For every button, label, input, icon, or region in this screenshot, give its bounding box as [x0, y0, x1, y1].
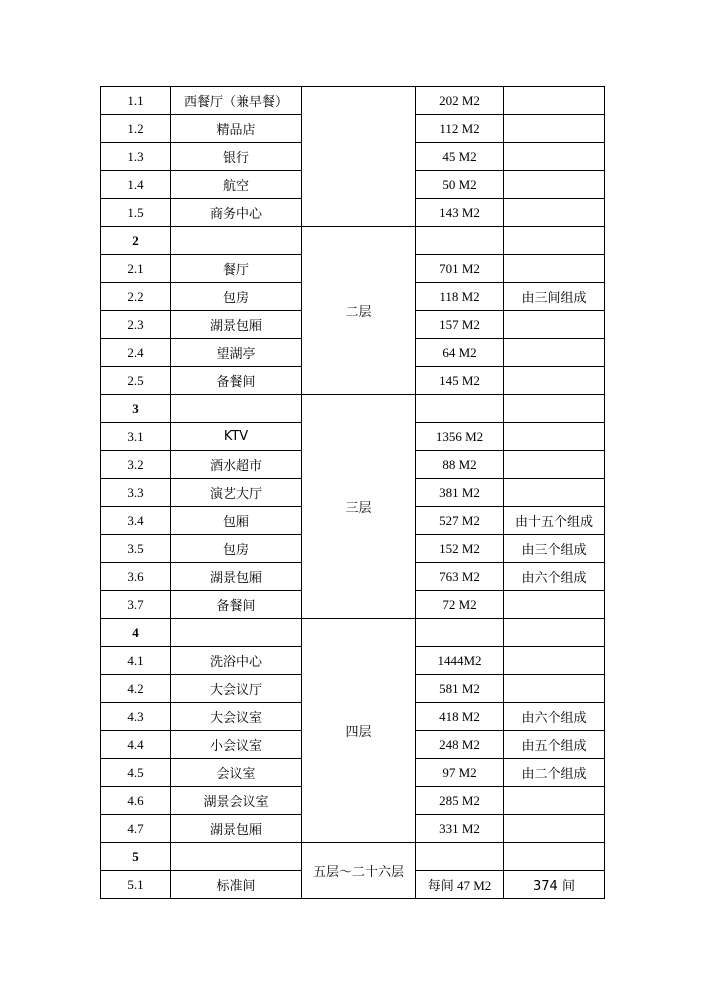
room-name: 精品店 [171, 115, 302, 143]
room-note [504, 171, 605, 199]
room-note [504, 647, 605, 675]
room-area: 285 M2 [416, 787, 504, 815]
row-number: 3.2 [101, 451, 171, 479]
room-name: 大会议室 [171, 703, 302, 731]
room-note [504, 227, 605, 255]
room-area: 763 M2 [416, 563, 504, 591]
group-number: 2 [101, 227, 171, 255]
row-number: 1.5 [101, 199, 171, 227]
row-number: 4.2 [101, 675, 171, 703]
room-name: 望湖亭 [171, 339, 302, 367]
room-area: 157 M2 [416, 311, 504, 339]
room-name: 包房 [171, 283, 302, 311]
floor-cell: 四层 [302, 619, 416, 843]
room-note [504, 143, 605, 171]
room-area: 527 M2 [416, 507, 504, 535]
room-area: 143 M2 [416, 199, 504, 227]
room-name: 湖景包厢 [171, 815, 302, 843]
room-note [504, 199, 605, 227]
room-area: 248 M2 [416, 731, 504, 759]
room-name: 西餐厅（兼早餐） [171, 87, 302, 115]
room-name: 餐厅 [171, 255, 302, 283]
room-name: 包房 [171, 535, 302, 563]
room-area: 152 M2 [416, 535, 504, 563]
row-number: 1.3 [101, 143, 171, 171]
room-note: 由十五个组成 [504, 507, 605, 535]
row-number: 4.6 [101, 787, 171, 815]
room-name: 商务中心 [171, 199, 302, 227]
room-area: 1444M2 [416, 647, 504, 675]
row-number: 3.5 [101, 535, 171, 563]
room-area: 418 M2 [416, 703, 504, 731]
group-header-row [101, 619, 605, 647]
row-number: 2.1 [101, 255, 171, 283]
row-number: 3.3 [101, 479, 171, 507]
room-area [416, 843, 504, 871]
room-area: 118 M2 [416, 283, 504, 311]
room-area: 112 M2 [416, 115, 504, 143]
floor-cell: 三层 [302, 395, 416, 619]
room-area: 97 M2 [416, 759, 504, 787]
room-name: 湖景包厢 [171, 563, 302, 591]
room-note [504, 591, 605, 619]
room-area: 145 M2 [416, 367, 504, 395]
row-number: 2.5 [101, 367, 171, 395]
room-name: 湖景会议室 [171, 787, 302, 815]
room-name [171, 395, 302, 423]
room-area-table [100, 86, 605, 899]
room-area: 701 M2 [416, 255, 504, 283]
room-note: 由二个组成 [504, 759, 605, 787]
room-name: KTV [171, 423, 302, 451]
row-number: 1.4 [101, 171, 171, 199]
room-note [504, 87, 605, 115]
room-name: 包厢 [171, 507, 302, 535]
room-name: 标准间 [171, 871, 302, 899]
room-note: 由三间组成 [504, 283, 605, 311]
room-area: 88 M2 [416, 451, 504, 479]
floor-cell: 五层～二十六层 [302, 843, 416, 899]
row-number: 4.4 [101, 731, 171, 759]
room-note: 由六个组成 [504, 703, 605, 731]
room-name [171, 619, 302, 647]
room-name: 备餐间 [171, 591, 302, 619]
group-header-row [101, 843, 605, 871]
row-number: 3.7 [101, 591, 171, 619]
room-name: 航空 [171, 171, 302, 199]
row-number: 3.6 [101, 563, 171, 591]
row-number: 1.2 [101, 115, 171, 143]
room-note [504, 255, 605, 283]
row-number: 4.5 [101, 759, 171, 787]
group-header-row [101, 395, 605, 423]
room-note [504, 675, 605, 703]
room-area: 331 M2 [416, 815, 504, 843]
room-name: 演艺大厅 [171, 479, 302, 507]
room-name [171, 227, 302, 255]
room-area: 202 M2 [416, 87, 504, 115]
group-header-row [101, 227, 605, 255]
room-note [504, 479, 605, 507]
row-number: 2.2 [101, 283, 171, 311]
row-number: 4.3 [101, 703, 171, 731]
row-number: 4.7 [101, 815, 171, 843]
room-note [504, 815, 605, 843]
room-note: 374 间 [504, 871, 605, 899]
row-number: 3.4 [101, 507, 171, 535]
row-number: 2.3 [101, 311, 171, 339]
group-number: 5 [101, 843, 171, 871]
room-note [504, 115, 605, 143]
room-name: 湖景包厢 [171, 311, 302, 339]
room-note [504, 395, 605, 423]
room-name: 银行 [171, 143, 302, 171]
room-area: 581 M2 [416, 675, 504, 703]
row-number: 2.4 [101, 339, 171, 367]
group-number: 4 [101, 619, 171, 647]
room-area: 72 M2 [416, 591, 504, 619]
room-note [504, 311, 605, 339]
room-area: 45 M2 [416, 143, 504, 171]
room-name [171, 843, 302, 871]
room-area [416, 227, 504, 255]
room-area [416, 395, 504, 423]
room-note [504, 787, 605, 815]
row-number: 4.1 [101, 647, 171, 675]
room-note [504, 339, 605, 367]
room-note [504, 619, 605, 647]
room-area: 50 M2 [416, 171, 504, 199]
row-number: 3.1 [101, 423, 171, 451]
room-note [504, 367, 605, 395]
room-area [416, 619, 504, 647]
room-area: 64 M2 [416, 339, 504, 367]
room-name: 小会议室 [171, 731, 302, 759]
room-area: 381 M2 [416, 479, 504, 507]
floor-cell [302, 87, 416, 227]
table-row [101, 87, 605, 115]
room-note [504, 451, 605, 479]
room-note [504, 423, 605, 451]
room-name: 洗浴中心 [171, 647, 302, 675]
room-name: 大会议厅 [171, 675, 302, 703]
floor-cell: 二层 [302, 227, 416, 395]
room-area: 1356 M2 [416, 423, 504, 451]
room-note: 由六个组成 [504, 563, 605, 591]
group-number: 3 [101, 395, 171, 423]
room-name: 备餐间 [171, 367, 302, 395]
room-name: 酒水超市 [171, 451, 302, 479]
room-note: 由三个组成 [504, 535, 605, 563]
room-name: 会议室 [171, 759, 302, 787]
room-note: 由五个组成 [504, 731, 605, 759]
room-area: 每间 47 M2 [416, 871, 504, 899]
room-note [504, 843, 605, 871]
row-number: 5.1 [101, 871, 171, 899]
row-number: 1.1 [101, 87, 171, 115]
